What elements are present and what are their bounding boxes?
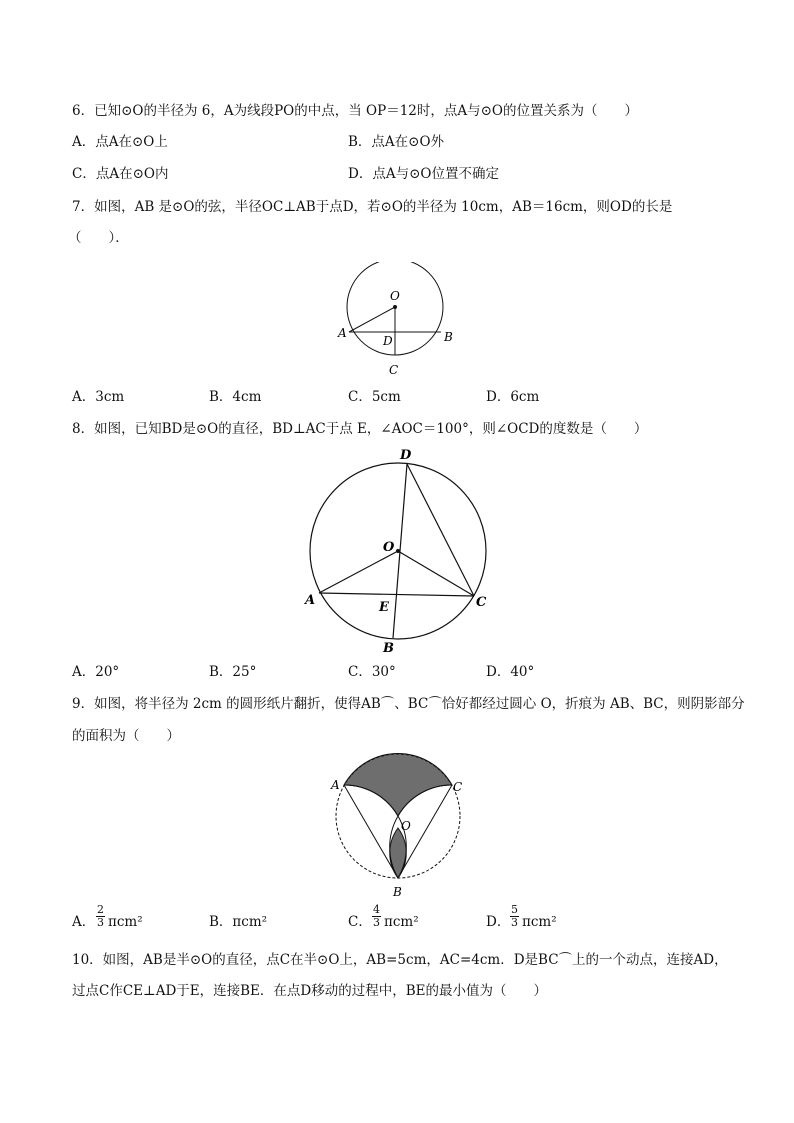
q9-option-d-numerator: 5	[511, 903, 518, 916]
q7-label-o: O	[390, 289, 400, 303]
q9-option-c-prefix: C．	[348, 914, 372, 930]
q8-label-a: A	[305, 593, 316, 608]
q8-option-a: A．20°	[72, 664, 120, 680]
q7-stem-line1: 7．如图，AB 是⊙O的弦，半径OC⊥AB于点D，若⊙O的半径为 10cm，AB＝16cm，则OD的长是	[72, 199, 673, 215]
q6-option-b: B．点A在⊙O外	[348, 134, 445, 150]
q8-label-o: O	[383, 540, 395, 555]
q8-label-c: C	[476, 595, 487, 610]
q7-option-a: A．3cm	[72, 389, 125, 405]
q9-option-c-denominator: 3	[373, 916, 380, 929]
q9-option-a-unit: πcm²	[108, 914, 143, 930]
q9-shaded-top	[344, 753, 452, 816]
q8-label-e: E	[379, 600, 389, 615]
q7-option-d: D．6cm	[486, 389, 540, 405]
q9-option-c-fraction	[372, 904, 381, 929]
q7-label-a: A	[338, 326, 347, 340]
q7-stem-line2: （ ）．	[68, 230, 129, 246]
q9-option-c-unit: πcm²	[384, 914, 419, 930]
q9-option-a-fraction	[96, 904, 105, 929]
q9-label-c: C	[453, 780, 463, 794]
q9-option-d-denominator: 3	[511, 916, 518, 929]
q9-label-b: B	[393, 885, 402, 899]
q8-option-c: C．30°	[348, 664, 396, 680]
q6-option-c: C．点A在⊙O内	[72, 166, 169, 182]
q7-option-b: B．4cm	[209, 389, 262, 405]
q8-center-dot	[396, 549, 400, 553]
q6-option-d: D．点A与⊙O位置不确定	[348, 166, 499, 182]
q7-label-d: D	[383, 334, 393, 348]
q8-label-b: B	[383, 641, 394, 656]
q7-center-dot	[393, 305, 397, 309]
q10-stem-line2: 过点C作CE⊥AD于E，连接BE．在点D移动的过程中，BE的最小值为（ ）	[72, 983, 548, 999]
q9-option-a-denominator: 3	[97, 916, 104, 929]
q6-stem: 6．已知⊙O的半径为 6，A为线段PO的中点，当 OP＝12时，点A与⊙O的位置关系为（ ）	[72, 103, 638, 119]
q8-segment-oa	[319, 551, 398, 593]
q9-label-a: A	[331, 778, 340, 792]
q7-label-c: C	[389, 363, 399, 377]
q9-option-d-fraction	[510, 904, 519, 929]
q9-stem-line1: 9．如图，将半径为 2cm 的圆形纸片翻折，使得AB⌒、BC⌒恰好都经过圆心 O，折痕为 AB、BC，则阴影部分	[72, 696, 745, 712]
q8-option-b: B．25°	[209, 664, 257, 680]
q9-figure	[325, 752, 470, 902]
q10-stem-line1: 10．如图，AB是半⊙O的直径，点C在半⊙O上，AB=5cm，AC=4cm．D是BC⌒上的一个动点，连接AD，	[72, 952, 728, 968]
q7-option-c: C．5cm	[348, 389, 401, 405]
q9-option-d-prefix: D．	[486, 914, 511, 930]
q8-label-d: D	[400, 448, 412, 463]
q8-stem: 8．如图，已知BD是⊙O的直径，BD⊥AC于点 E，∠AOC＝100°，则∠OCD的度数是（ ）	[72, 421, 648, 437]
q9-option-a-prefix: A．	[72, 914, 96, 930]
q8-option-d: D．40°	[486, 664, 535, 680]
q7-label-b: B	[444, 330, 453, 344]
q9-option-a-numerator: 2	[97, 903, 104, 916]
q9-shaded-lens	[390, 828, 407, 878]
q9-stem-line2: 的面积为（ ）	[72, 728, 180, 744]
q7-segment-oa	[349, 307, 395, 332]
q6-option-a: A．点A在⊙O上	[72, 134, 168, 150]
q9-option-c-numerator: 4	[373, 903, 380, 916]
q9-label-o: O	[401, 819, 411, 833]
q9-option-d-unit: πcm²	[522, 914, 557, 930]
q7-figure	[330, 262, 470, 382]
q9-option-b: B．πcm²	[209, 914, 268, 930]
q8-figure	[298, 442, 498, 662]
